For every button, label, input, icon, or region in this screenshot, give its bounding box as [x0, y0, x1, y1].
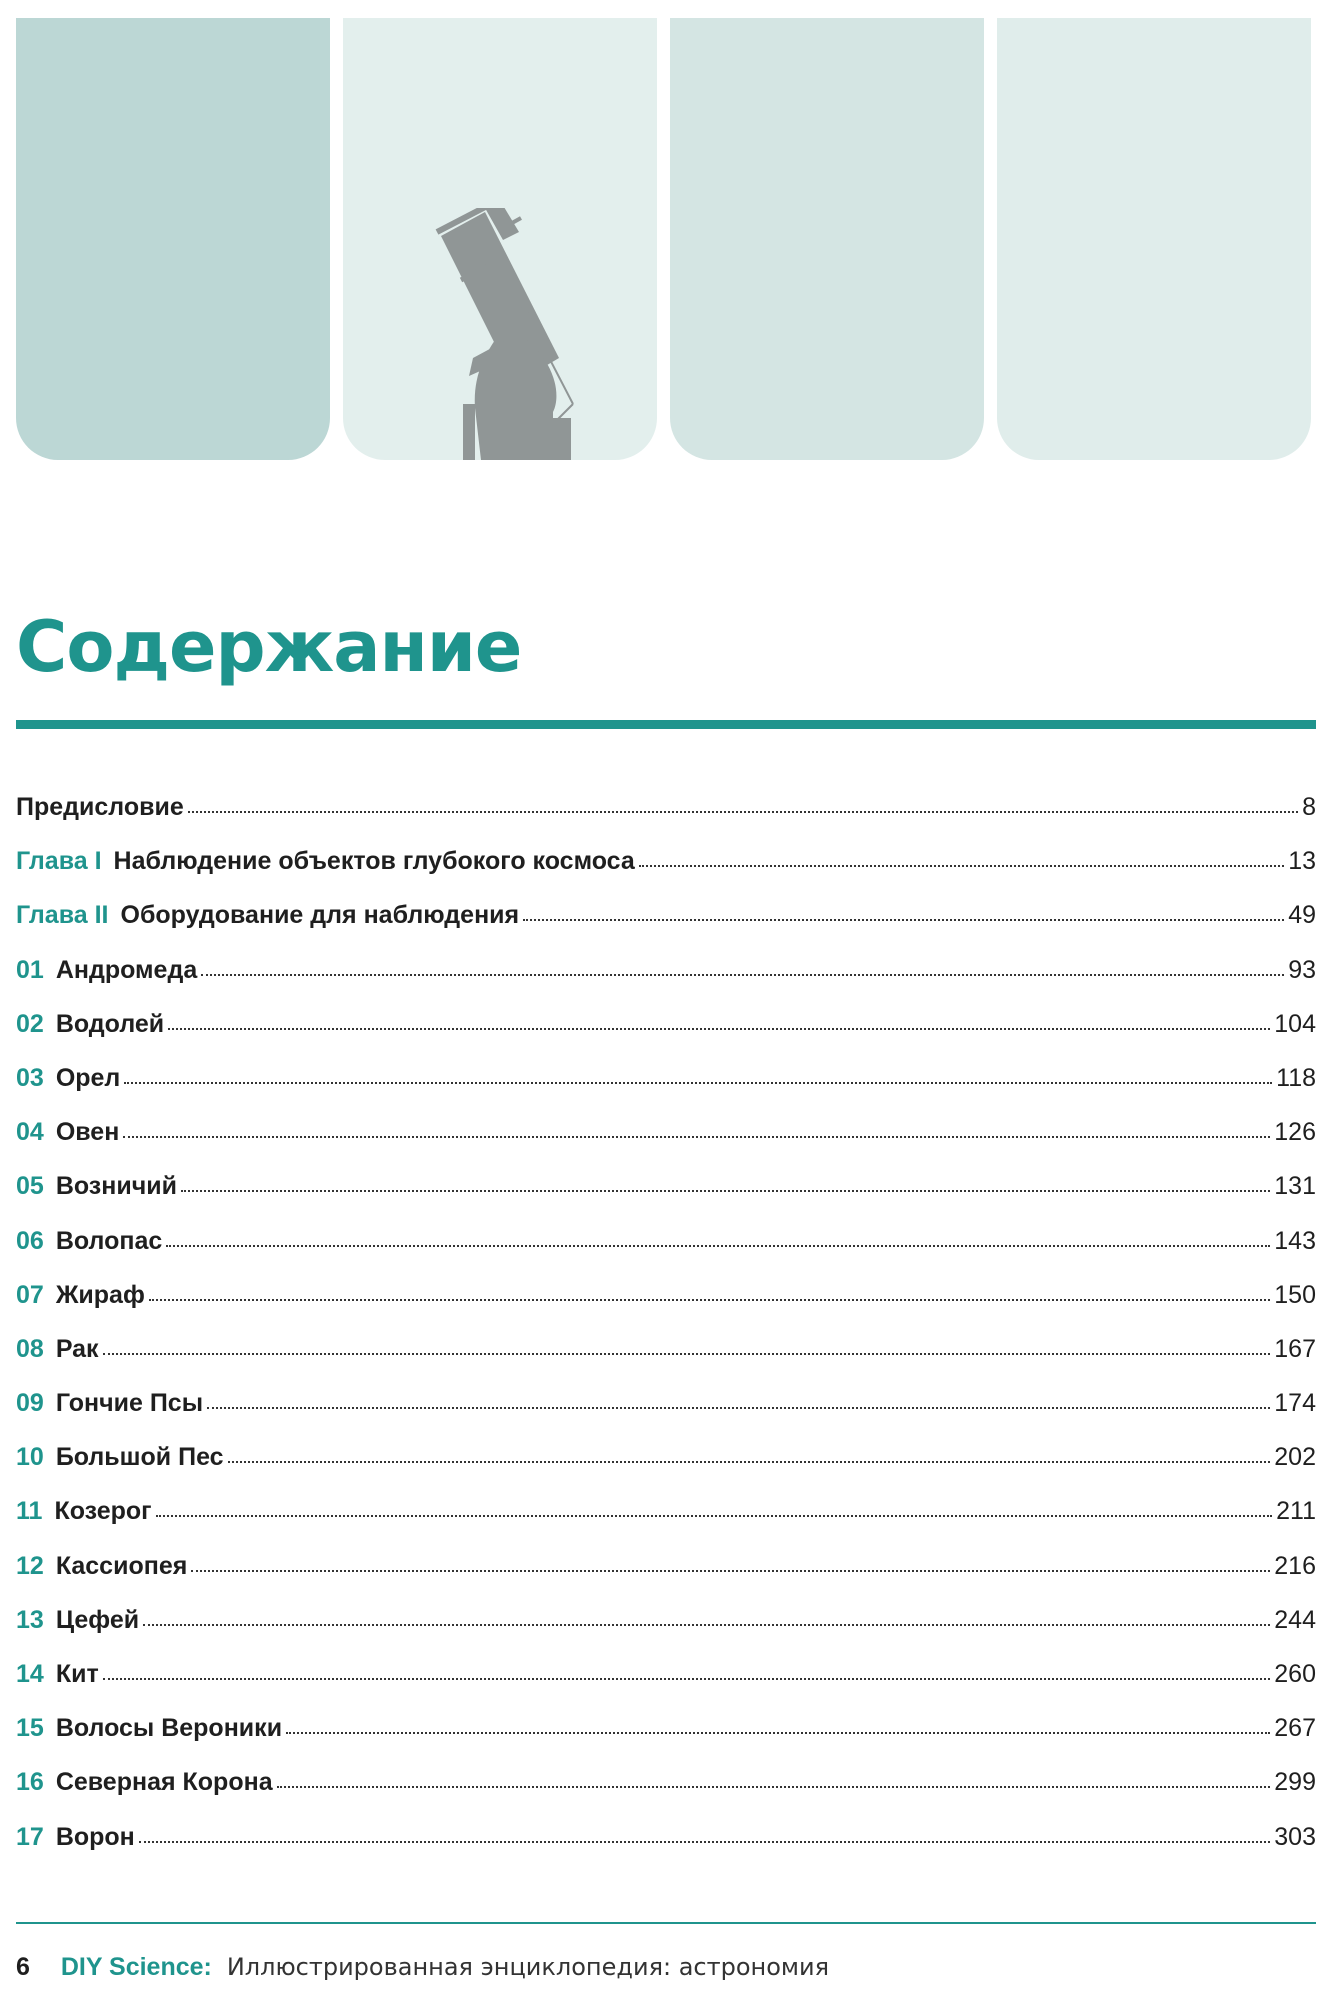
toc-entry-number: 16	[16, 1768, 44, 1797]
toc-entry[interactable]	[16, 1389, 1316, 1443]
toc-dot-leader	[191, 1570, 1270, 1572]
toc-entry-label: Большой Пес	[55, 1443, 224, 1472]
toc-dot-leader	[639, 865, 1284, 867]
toc-entry-label: Кит	[55, 1660, 99, 1688]
toc-entry[interactable]	[16, 847, 1316, 901]
toc-entry[interactable]	[16, 1714, 1316, 1768]
toc-entry-number: 05	[16, 1172, 44, 1201]
toc-entry[interactable]	[16, 1823, 1316, 1877]
toc-entry-label: Волопас	[55, 1226, 163, 1255]
toc-entry-number: 15	[16, 1714, 44, 1743]
toc-entry-number: 17	[16, 1822, 44, 1851]
toc-entry-page: 93	[1288, 955, 1316, 984]
header-panel-2	[343, 18, 657, 460]
toc-dot-leader	[166, 1245, 1270, 1247]
toc-entry-label: Северная Корона	[55, 1768, 273, 1797]
toc-entry-number: Глава I	[16, 847, 102, 876]
toc-entry-label: Жираф	[55, 1280, 145, 1309]
toc-entry-page: 202	[1274, 1443, 1316, 1472]
toc-entry[interactable]	[16, 901, 1316, 955]
toc-entry-number: 04	[16, 1118, 44, 1147]
toc-entry-number: 06	[16, 1226, 44, 1255]
toc-dot-leader	[103, 1678, 1271, 1680]
toc-dot-leader	[139, 1841, 1271, 1843]
toc-entry-page: 131	[1274, 1172, 1316, 1201]
toc-entry-number: 01	[16, 955, 44, 984]
toc-entry[interactable]	[16, 1118, 1316, 1172]
toc-entry-number: Глава II	[16, 901, 109, 930]
toc-entry-page: 143	[1274, 1226, 1316, 1255]
toc-entry[interactable]	[16, 1497, 1316, 1551]
toc-dot-leader	[149, 1299, 1270, 1301]
toc-entry-page: 244	[1274, 1605, 1316, 1634]
toc-entry-label: Наблюдение объектов глубокого космоса	[113, 847, 635, 876]
toc-entry[interactable]	[16, 1552, 1316, 1606]
toc-entry-page: 174	[1274, 1389, 1316, 1418]
toc-dot-leader	[207, 1407, 1270, 1409]
toc-entry-label: Водолей	[55, 1009, 165, 1038]
toc-entry-page: 150	[1274, 1280, 1316, 1309]
toc-dot-leader	[181, 1190, 1270, 1192]
footer-divider	[16, 1922, 1316, 1924]
footer-book-title: Иллюстрированная энциклопедия: астрономия	[226, 1953, 830, 1981]
toc-entry-label: Овен	[55, 1118, 120, 1147]
page-title: Содержание	[16, 606, 522, 688]
toc-entry-page: 167	[1274, 1334, 1316, 1363]
toc-entry[interactable]	[16, 1010, 1316, 1064]
toc-dot-leader	[156, 1515, 1273, 1517]
header-panel-1	[16, 18, 330, 460]
toc-dot-leader	[124, 1082, 1272, 1084]
toc-entry[interactable]	[16, 1606, 1316, 1660]
toc-dot-leader	[201, 974, 1284, 976]
toc-dot-leader	[277, 1786, 1271, 1788]
header-panel-4	[997, 18, 1311, 460]
toc-entry-page: 118	[1276, 1063, 1316, 1092]
toc-entry-number: 14	[16, 1660, 44, 1688]
toc-entry[interactable]	[16, 793, 1316, 847]
toc-dot-leader	[188, 811, 1298, 813]
toc-entry-number: 02	[16, 1009, 44, 1038]
toc-entry-label: Цефей	[55, 1605, 140, 1634]
toc-entry-number: 09	[16, 1389, 44, 1418]
header-panels	[16, 18, 1316, 460]
toc-dot-leader	[123, 1136, 1270, 1138]
toc-entry-label: Андромеда	[55, 955, 198, 984]
toc-entry-label: Орел	[55, 1063, 121, 1092]
toc-entry-label: Ворон	[55, 1822, 135, 1851]
toc-entry-page: 49	[1288, 901, 1316, 930]
toc-entry-label: Возничий	[55, 1172, 177, 1201]
toc-entry[interactable]	[16, 1064, 1316, 1118]
toc-entry[interactable]	[16, 1281, 1316, 1335]
toc-entry[interactable]	[16, 1443, 1316, 1497]
toc-entry[interactable]	[16, 1660, 1316, 1714]
toc-entry-number: 13	[16, 1605, 44, 1634]
toc-entry-page: 299	[1274, 1768, 1316, 1797]
toc-dot-leader	[228, 1461, 1271, 1463]
toc-entry-label: Кассиопея	[55, 1551, 188, 1580]
toc-dot-leader	[168, 1028, 1270, 1030]
toc-entry-number: 07	[16, 1280, 44, 1309]
toc-entry-page: 303	[1274, 1822, 1316, 1851]
toc-entry-page: 126	[1274, 1118, 1316, 1147]
toc-entry[interactable]	[16, 1335, 1316, 1389]
toc-entry-number: 10	[16, 1443, 44, 1472]
toc-entry[interactable]	[16, 956, 1316, 1010]
toc-entry-label: Волосы Вероники	[55, 1714, 283, 1743]
toc-entry[interactable]	[16, 1227, 1316, 1281]
telescope-silhouette-icon	[403, 208, 623, 460]
title-divider	[16, 720, 1316, 729]
toc-entry-label: Предисловие	[16, 793, 184, 821]
toc-entry-label: Оборудование для наблюдения	[120, 901, 520, 930]
toc-entry-number: 12	[16, 1551, 44, 1580]
table-of-contents	[16, 793, 1316, 1877]
toc-entry-page: 260	[1274, 1660, 1316, 1688]
toc-dot-leader	[143, 1624, 1270, 1626]
toc-entry-label: Козерог	[54, 1497, 152, 1526]
toc-entry-number: 11	[16, 1497, 43, 1526]
toc-dot-leader	[286, 1732, 1270, 1734]
toc-entry-label: Рак	[55, 1334, 99, 1363]
page-footer	[16, 1953, 829, 1982]
toc-dot-leader	[523, 919, 1284, 921]
toc-entry-number: 03	[16, 1063, 44, 1092]
header-panel-3	[670, 18, 984, 460]
footer-brand: DIY Science:	[60, 1953, 212, 1981]
toc-entry-page: 104	[1274, 1009, 1316, 1038]
toc-entry-number: 08	[16, 1334, 44, 1363]
toc-entry-page: 211	[1276, 1497, 1316, 1526]
toc-entry[interactable]	[16, 1172, 1316, 1226]
toc-entry-page: 8	[1302, 793, 1316, 821]
footer-page-number: 6	[16, 1953, 30, 1981]
toc-entry-label: Гончие Псы	[55, 1389, 204, 1418]
toc-entry-page: 13	[1288, 847, 1316, 876]
toc-entry-page: 267	[1274, 1714, 1316, 1743]
toc-entry[interactable]	[16, 1768, 1316, 1822]
toc-dot-leader	[103, 1353, 1271, 1355]
toc-entry-page: 216	[1274, 1551, 1316, 1580]
